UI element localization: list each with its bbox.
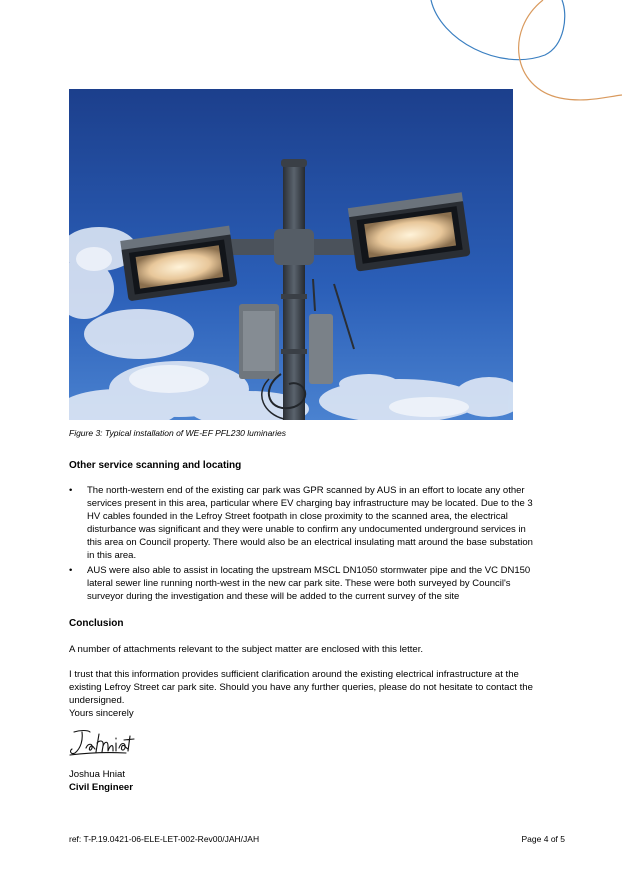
orange-arc [519, 0, 622, 100]
list-item: • AUS were also able to assist in locating the upstream MSCL DN1050 stormwater pipe and the VC DN150 lateral sewer line running north-west in the new car park site. These were both surveyed by Council's surveyor during the investigation and these will be added to the current survey of the site [69, 565, 531, 602]
list-item: • The north-western end of the existing car park was GPR scanned by AUS in an effort to locate any other services present in this area, particular where EV charging bay infrastructure may be located. Due to the 3 HV cables founded in the Lefroy Street footpath in close proximity to the scanned area, the electrical disturbance was significant and they were unable to confirm any undocumented underground services in this area on Council property. There would also be an electrical insulating matt around the base substation in this area. [69, 485, 533, 561]
section-heading-other-services: Other service scanning and locating [69, 460, 242, 471]
figure-caption: Figure 3: Typical installation of WE-EF PFL230 luminaries [69, 428, 286, 438]
signature-image [66, 726, 136, 758]
conclusion-paragraph-1: A number of attachments relevant to the subject matter are enclosed with this letter. [69, 644, 424, 655]
signatory-name: Joshua Hniat [69, 769, 125, 780]
conclusion-paragraph-2: I trust that this information provides sufficient clarification around the existing electrical infrastructure at the existing Lefroy Street car park site. Should you have any further queries, please do not hesitate to contact the undersigned. [69, 669, 533, 706]
bullet-icon: • [69, 565, 73, 576]
closing-salutation: Yours sincerely [69, 708, 134, 719]
document-reference: ref: T-P.19.0421-06-ELE-LET-002-Rev00/JAH/JAH [69, 834, 260, 844]
blue-arc [431, 0, 565, 60]
services-bullet-list [69, 484, 539, 605]
bullet-icon: • [69, 485, 73, 496]
page-number: Page 4 of 5 [521, 834, 565, 844]
section-heading-conclusion: Conclusion [69, 618, 124, 629]
luminaire-photo [69, 89, 513, 420]
signatory-title: Civil Engineer [69, 782, 133, 793]
